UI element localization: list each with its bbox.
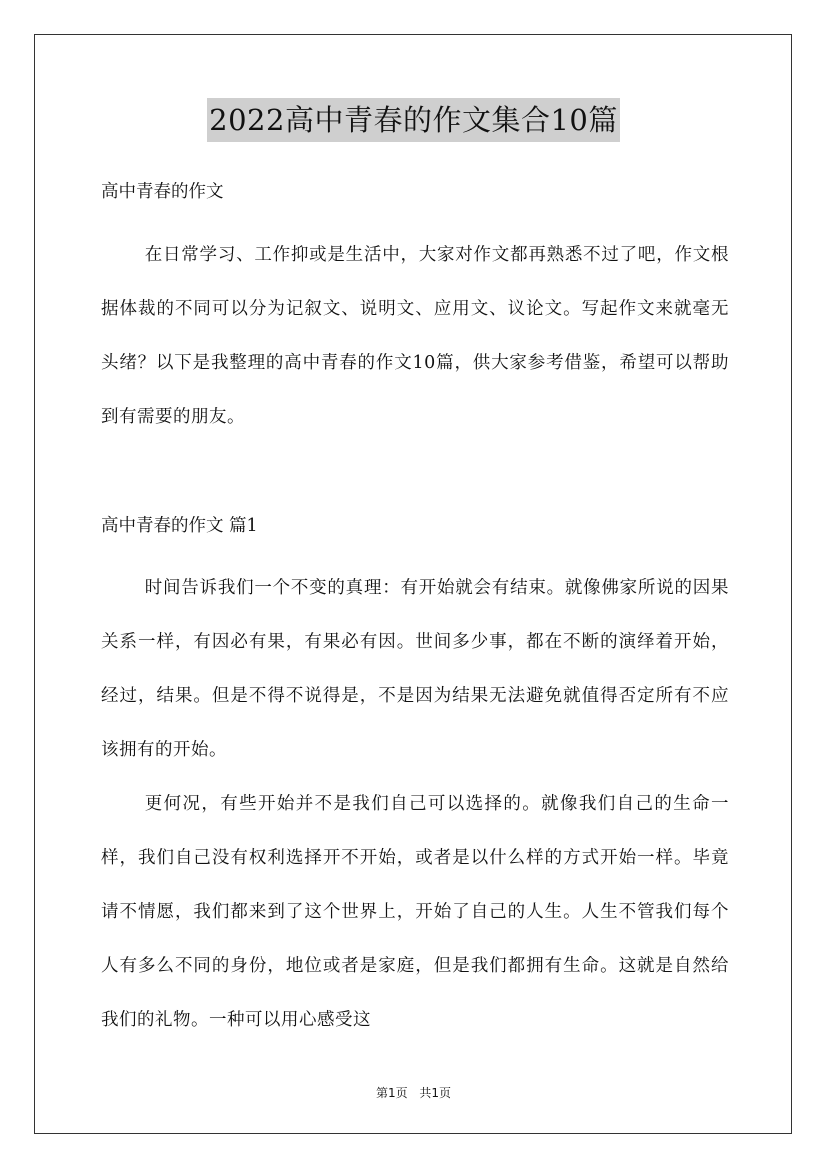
page-footer — [0, 1084, 827, 1101]
page-number: 第1页 — [375, 1086, 408, 1100]
spacer — [101, 212, 729, 228]
title-container — [0, 98, 827, 142]
document-body — [101, 174, 729, 1047]
page-total: 共1页 — [419, 1086, 452, 1100]
intro-heading: 高中青春的作文 — [101, 182, 224, 202]
spacer — [101, 545, 729, 561]
section-heading: 高中青春的作文 篇1 — [101, 515, 258, 536]
spacer — [101, 444, 729, 508]
intro-paragraph: 在日常学习、工作抑或是生活中，大家对作文都再熟悉不过了吧，作文根据体裁的不同可以分为记叙文、说明文、应用文、议论文。写起作文来就毫无头绪？以下是我整理的高中青春的作文10篇，供大家参考借鉴，希望可以帮助到有需要的朋友。 — [101, 244, 729, 427]
section-paragraph-2: 更何况，有些开始并不是我们自己可以选择的。就像我们自己的生命一样，我们自己没有权利选择开不开始，或者是以什么样的方式开始一样。毕竟请不情愿，我们都来到了这个世界上，开始了自己的人生。人生不管我们每个人有多么不同的身份，地位或者是家庭，但是我们都拥有生命。这就是自然给我们的礼物。一种可以用心感受这 — [101, 794, 729, 1030]
section-paragraph-1: 时间告诉我们一个不变的真理：有开始就会有结束。就像佛家所说的因果关系一样，有因必有果，有果必有因。世间多少事，都在不断的演绎着开始，经过，结果。但是不得不说得是，不是因为结果无法避免就值得否定所有不应该拥有的开始。 — [101, 578, 729, 760]
document-title: 2022高中青春的作文集合10篇 — [207, 98, 620, 142]
